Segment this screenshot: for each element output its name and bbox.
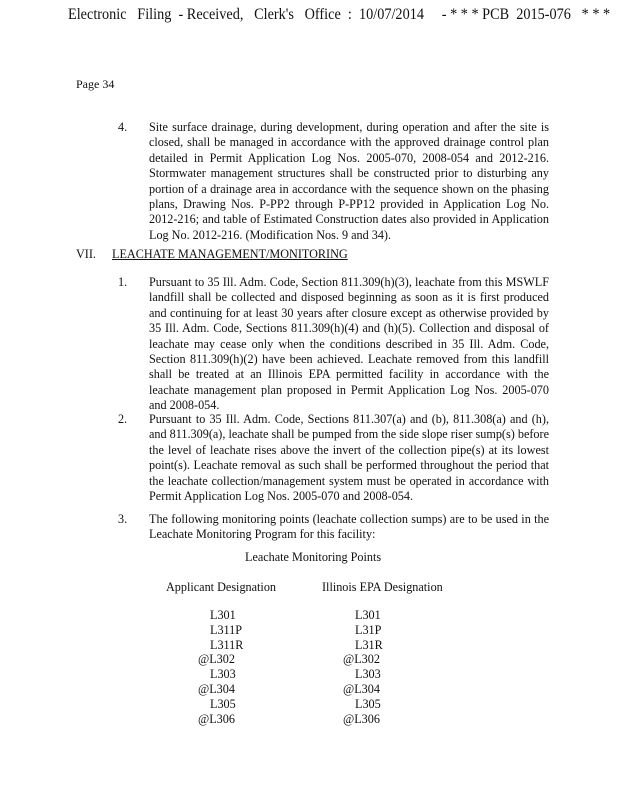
table-cell: L305 [210,696,236,711]
item-number: 3. [118,512,128,526]
table-cell: @L302 [343,652,380,667]
applicant-designation-column [198,608,243,726]
section-number: VII. [76,247,96,261]
table-cell: @L306 [198,711,235,726]
table-cell: L301 [355,608,381,622]
table-cell: L311R [210,637,244,652]
item-number: 4. [118,120,128,134]
table-cell: @L306 [343,711,380,726]
item-number: 2. [118,412,128,426]
table-cell: L31P [355,622,382,637]
table-cell: L301 [210,608,236,622]
table-cell: @L304 [343,681,380,696]
section-title: LEACHATE MANAGEMENT/MONITORING [112,247,348,261]
item-text: Pursuant to 35 Ill. Adm. Code, Section 811.309(h)(3), leachate from this MSWLF landfill shall be collected and disposed beginning as soon as it is first produced and continuing for at least 30 years after closure except as otherwise provided by 35 Ill. Adm. Code, Sections 811.309(h)(4) and (h)(5). Collection and disposal of leachate may cease only when the conditions described in 35 Ill. Adm. Code, Section 811.309(h)(2) have been achieved. Leachate removed from this landfill shall be treated at an Illinois EPA permitted facility in accordance with the leachate management plan proposed in Permit Application Log Nos. 2005-070 and 2008-054. [149,275,549,413]
table-cell: L303 [210,667,236,682]
column-header-epa: Illinois EPA Designation [322,580,443,594]
item-text: Site surface drainage, during development, during operation and after the site is closed, shall be managed in accordance with the approved drainage control plan detailed in Permit Application Log Nos. 2005-070, 2008-054 and 2012-216. Stormwater management structures shall be constructed prior to disturbing any portion of a drainage area in accordance with the sequence shown on the phasing plans, Drawing Nos. P-PP2 through P-PP12 provided in Application Log No. 2012-216; and table of Estimated Construction dates also provided in Application Log No. 2012-216. (Modification Nos. 9 and 34). [149,120,549,242]
filing-stamp-header: Electronic Filing - Received, Clerk's Office : 10/07/2014 - * * * PCB 2015-076 * * * [68,6,611,23]
table-cell: L303 [355,667,381,682]
table-cell: L305 [355,696,381,711]
item-text: The following monitoring points (leachate collection sumps) are to be used in the Leachate Monitoring Program for this facility: [149,512,549,542]
item-text: Pursuant to 35 Ill. Adm. Code, Sections 811.307(a) and (b), 811.308(a) and (h), and 811.309(a), leachate shall be pumped from the side slope riser sump(s) before the level of leachate rises above the invert of the collection pipe(s) at its lowest point(s). Leachate removal as such shall be performed throughout the period that the leachate collection/management system must be operated in accordance with Permit Application Log Nos. 2005-070 and 2008-054. [149,412,549,504]
table-cell: @L302 [198,652,235,667]
table-title: Leachate Monitoring Points [245,550,382,564]
page-number: Page 34 [76,77,115,91]
item-number: 1. [118,275,128,289]
column-header-applicant: Applicant Designation [166,580,277,594]
table-cell: L311P [210,622,243,637]
table-cell: L31R [355,637,383,652]
table-cell: @L304 [198,681,235,696]
epa-designation-column [343,608,383,726]
